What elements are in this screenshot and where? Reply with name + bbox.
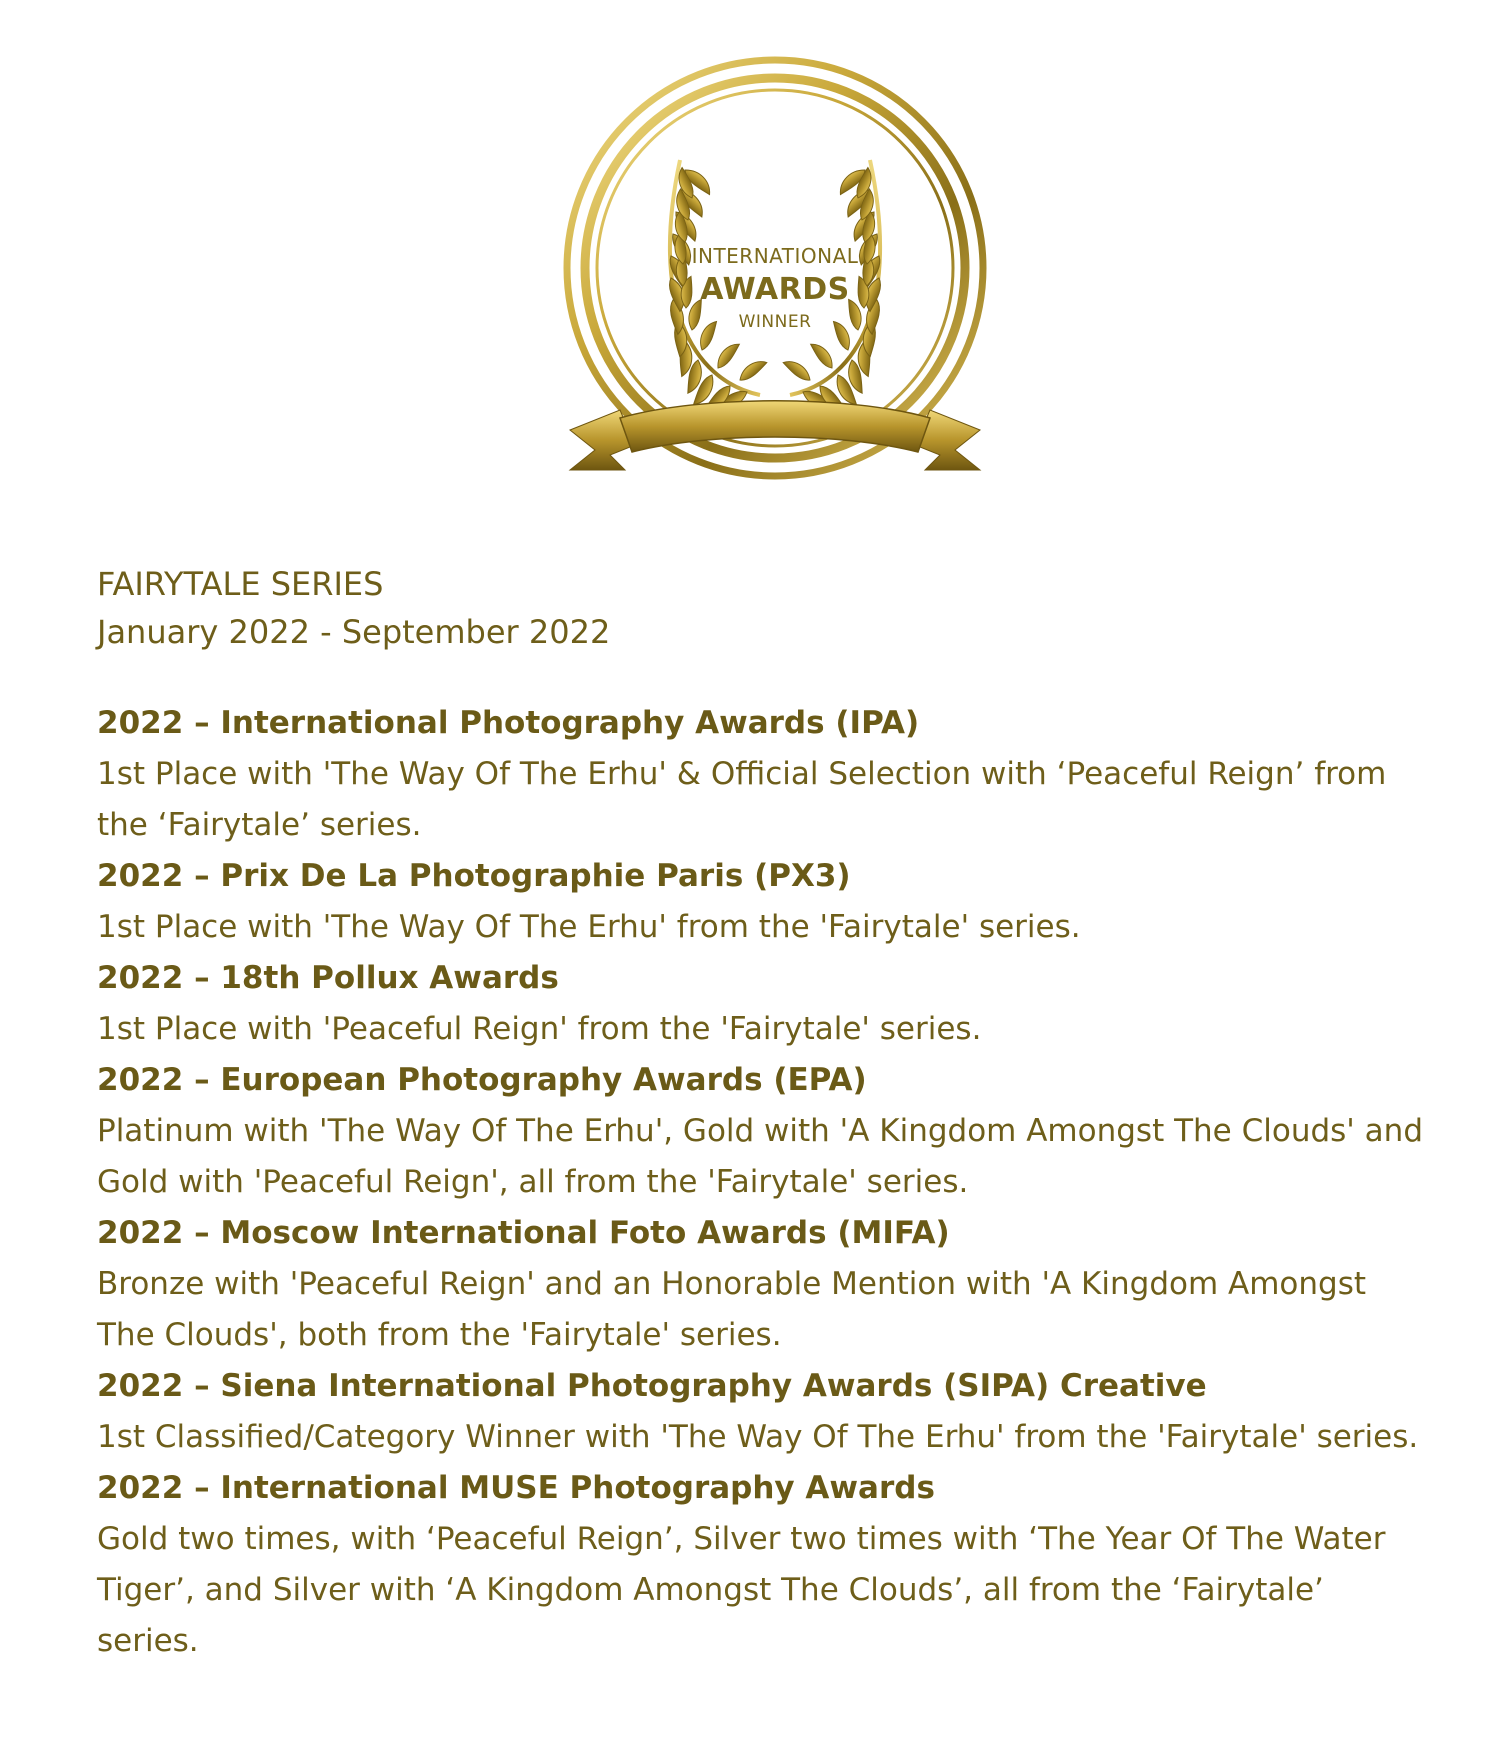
badge-line-awards: AWARDS xyxy=(700,272,850,307)
award-description: 1st Classified/Category Winner with 'The Way Of The Erhu' from the 'Fairytale' series. xyxy=(97,1419,1419,1455)
award-description: 1st Place with 'The Way Of The Erhu' from the 'Fairytale' series. xyxy=(97,909,1081,945)
award-description: Platinum with 'The Way Of The Erhu', Gold with 'A Kingdom Amongst The Clouds' and Gold with 'Peaceful Reign', all from the 'Fairytale' series. xyxy=(97,1113,1423,1200)
series-title: FAIRYTALE SERIES xyxy=(97,565,384,603)
badge-line-winner: WINNER xyxy=(738,312,812,332)
award-title: 2022 – Siena International Photography Awards (SIPA) Creative xyxy=(97,1368,1207,1404)
award-title: 2022 – European Photography Awards (EPA) xyxy=(97,1062,867,1098)
award-list xyxy=(97,698,1427,1667)
award-title: 2022 – International MUSE Photography Awards xyxy=(97,1470,935,1506)
award-badge xyxy=(540,50,1010,520)
award-title: 2022 – Prix De La Photographie Paris (PX3) xyxy=(97,858,851,894)
badge-line-international: INTERNATIONAL xyxy=(691,244,859,268)
award-title: 2022 – International Photography Awards (IPA) xyxy=(97,705,920,741)
award-description: Bronze with 'Peaceful Reign' and an Honorable Mention with 'A Kingdom Amongst The Clouds', both from the 'Fairytale' series. xyxy=(97,1266,1367,1353)
award-title: 2022 – 18th Pollux Awards xyxy=(97,960,559,996)
award-description: Gold two times, with ‘Peaceful Reign’, Silver two times with ‘The Year Of The Water Tiger’, and Silver with ‘A Kingdom Amongst The Clouds’, all from the ‘Fairytale’ series. xyxy=(97,1521,1386,1659)
series-dates: January 2022 - September 2022 xyxy=(97,613,611,651)
award-description: 1st Place with 'The Way Of The Erhu' & Official Selection with ‘Peaceful Reign’ from the ‘Fairytale’ series. xyxy=(97,756,1387,843)
award-description: 1st Place with 'Peaceful Reign' from the 'Fairytale' series. xyxy=(97,1011,982,1047)
awards-content xyxy=(97,560,1427,1667)
award-title: 2022 – Moscow International Foto Awards (MIFA) xyxy=(97,1215,950,1251)
